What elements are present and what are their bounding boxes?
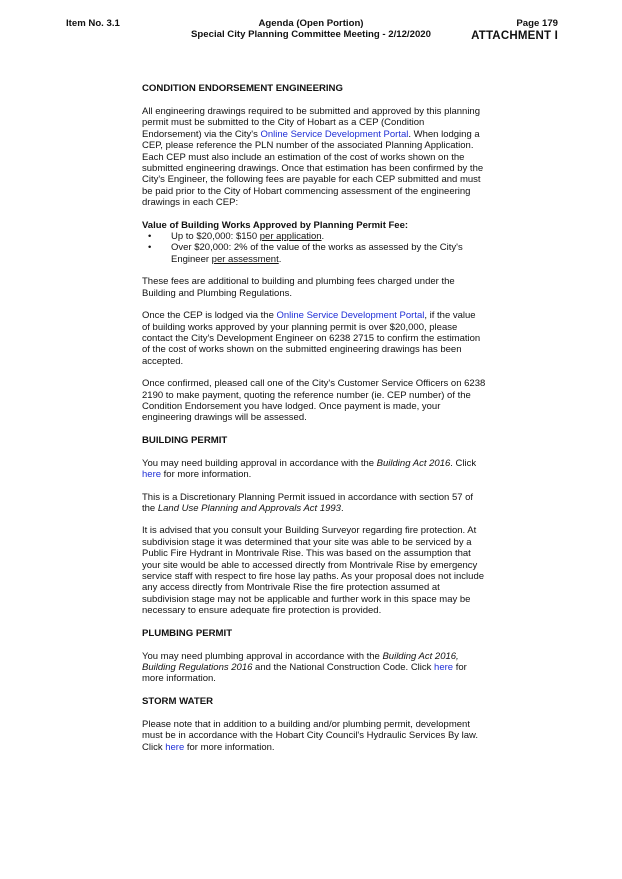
cep-section-title: CONDITION ENDORSEMENT ENGINEERING — [142, 83, 343, 94]
document-body — [142, 83, 486, 764]
building-info-link[interactable]: here — [142, 469, 162, 481]
text-run: Over $20,000: 2% of the value of the works as assessed by the City's Engineer — [171, 242, 463, 265]
plumbing-section-title: PLUMBING PERMIT — [142, 627, 233, 639]
underlined-text: per assessment — [211, 253, 279, 265]
fee-item-over-20000 — [142, 242, 486, 265]
agenda-title: Agenda (Open Portion) — [258, 18, 364, 29]
text-run: . — [278, 253, 282, 265]
text-run: You may need plumbing approval in accordance with the — [142, 650, 383, 662]
building-section-title: BUILDING PERMIT — [142, 434, 228, 446]
italic-text: Land Use Planning and Approvals Act 1993 — [157, 502, 341, 514]
text-run: . Click — [450, 457, 477, 469]
text-run: . — [321, 231, 325, 243]
cep-paragraph-2: These fees are additional to building and plumbing fees charged under the Building and Plumbing Regulations. — [142, 276, 455, 299]
text-run: All engineering drawings required to be submitted and approved by this planning permit must be submitted to the City of Hobart as a CEP (Condition Endorsement) via the City's — [142, 106, 480, 140]
item-number: Item No. 3.1 — [66, 18, 120, 29]
italic-text: Building Act 2016 — [376, 457, 451, 469]
cep-paragraph-3 — [142, 310, 486, 367]
text-run: , if the value of building works approved by your planning permit is over $20,000, please contact the City's Development Engineer on 6238 2715 to confirm the estimation of the cost of works shown on the submitted engineering drawings has been accepted. — [142, 310, 481, 367]
text-run: for more information. — [184, 741, 275, 753]
text-run: . — [340, 502, 344, 514]
storm-water-section-title: STORM WATER — [142, 695, 214, 707]
page-info — [471, 18, 558, 43]
text-run: This is a Discretionary Planning Permit issued in accordance with section 57 of the — [142, 491, 474, 514]
fee-item-up-to-20000 — [142, 231, 486, 242]
text-run: Please note that in addition to a building and/or plumbing permit, development must be in accordance with the Hobart City Council's Hydraulic Services By law. Click — [142, 718, 479, 753]
page-number: Page 179 — [516, 18, 558, 29]
underlined-text: per application — [259, 231, 322, 243]
fee-heading: Value of Building Works Approved by Planning Permit Fee: — [142, 219, 409, 231]
text-run: Once the CEP is lodged via the — [142, 310, 277, 322]
development-portal-link[interactable]: Online Service Development Portal — [260, 128, 409, 140]
plumbing-info-link[interactable]: here — [434, 662, 454, 674]
meeting-title: Special City Planning Committee Meeting - 2/12/2020 — [191, 29, 431, 40]
cep-paragraph-1 — [142, 106, 486, 209]
text-run: Up to $20,000: $150 — [171, 231, 260, 243]
building-paragraph-1 — [142, 458, 486, 481]
text-run: You may need building approval in accordance with the — [142, 457, 377, 469]
building-paragraph-3: It is advised that you consult your Building Surveyor regarding fire protection. At subdivision stage it was determined that your site was able to be serviced by a Public Fire Hydrant in Montrivale Rise. This was based on the assumption that your site would be able to accessed directly from Montrivale Rise by emergency service staff with respect to fire hose lay paths. As your proposal does not include any access directly from Montrivale Rise the fire protection assumed at subdivision stage may not be applicable and further work in this space may be necessary to ensure adequate fire protection is provided. — [142, 525, 485, 617]
text-run: and the National Construction Code. Click — [252, 662, 435, 674]
text-run: . When lodging a CEP, please reference the PLN number of the associated Planning Application. Each CEP must also include an estimation of the cost of works shown on the submitted engineering drawings. Once that estimation has been confirmed by the City's Engineer, the following fees are payable for each CEP submitted and must be paid prior to the City of Hobart commencing assessment of the engineering drawings in each CEP: — [142, 128, 484, 209]
fee-list — [142, 231, 486, 265]
storm-water-paragraph-1 — [142, 719, 486, 753]
italic-text: Building Act 2016, Building Regulations 2016 — [142, 650, 459, 674]
plumbing-paragraph-1 — [142, 651, 486, 685]
storm-water-info-link[interactable]: here — [165, 741, 185, 753]
attachment-label: ATTACHMENT I — [471, 30, 558, 42]
text-run: for more information. — [161, 469, 252, 481]
building-paragraph-2 — [142, 492, 486, 515]
development-portal-link[interactable]: Online Service Development Portal — [276, 310, 425, 322]
text-run: for more information. — [142, 662, 467, 685]
cep-paragraph-4: Once confirmed, pleased call one of the City's Customer Service Officers on 6238 2190 to make payment, quoting the reference number (ie. CEP number) of the Condition Endorsement you have lodged. Once payment is made, your engineering drawings will be assessed. — [142, 378, 486, 424]
